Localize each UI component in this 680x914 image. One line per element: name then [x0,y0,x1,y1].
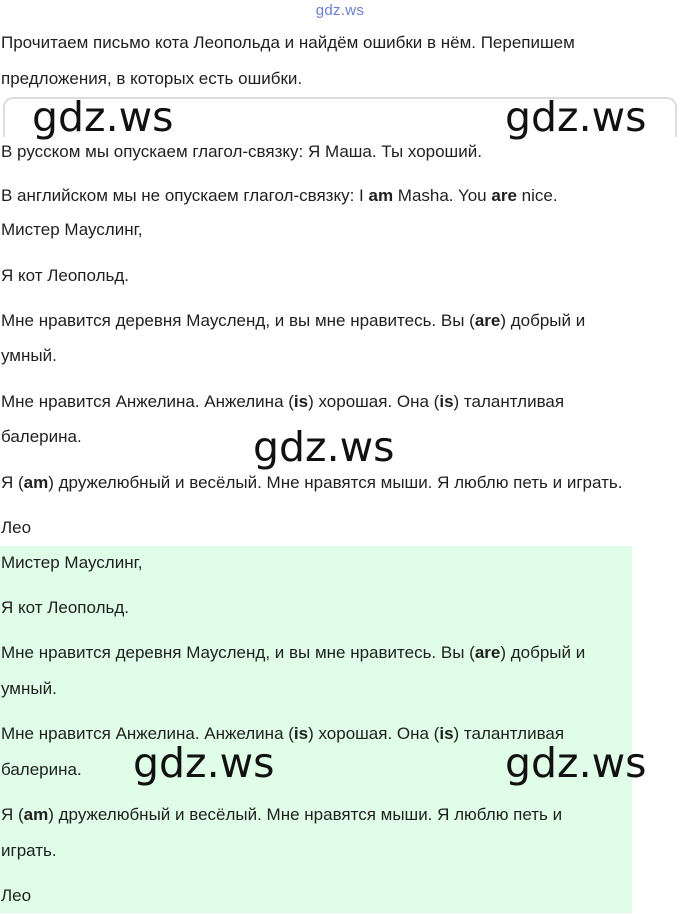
intro-line-2: предложения, в которых есть ошибки. [1,69,303,88]
watermark: gdz.ws [505,93,647,141]
site-header[interactable]: gdz.ws [315,2,365,19]
rule-russian: В русском мы опускаем глагол-связку: Я Маша. Ты хороший. [1,142,482,161]
answer-village-cont: умный. [1,679,57,698]
answer-village: Мне нравится деревня Маусленд, и вы мне нравитесь. Вы (are) добрый и [1,643,586,662]
answer-self-cont: играть. [1,841,57,860]
rule-english: В английском мы не опускаем глагол-связку: I am Masha. You are nice. [1,186,558,205]
watermark: gdz.ws [133,739,275,787]
answer-intro: Я кот Леопольд. [1,598,129,617]
watermark: gdz.ws [505,739,647,787]
letter-angelina: Мне нравится Анжелина. Анжелина (is) хорошая. Она (is) талантливая [1,392,565,411]
answer-greeting: Мистер Мауслинг, [1,553,143,572]
answer-angelina: Мне нравится Анжелина. Анжелина (is) хорошая. Она (is) талантливая [1,724,565,743]
letter-self: Я (am) дружелюбный и весёлый. Мне нравятся мыши. Я люблю петь и играть. [1,473,623,492]
letter-village-cont: умный. [1,346,57,365]
answer-angelina-cont: балерина. [1,760,82,779]
answer-signature: Лео [1,886,32,905]
letter-greeting: Мистер Мауслинг, [1,220,143,239]
answer-self: Я (am) дружелюбный и весёлый. Мне нравятся мыши. Я люблю петь и [1,805,563,824]
letter-angelina-cont: балерина. [1,427,82,446]
letter-signature: Лео [1,518,32,537]
intro-line-1: Прочитаем письмо кота Леопольда и найдём ошибки в нём. Перепишем [1,33,575,52]
watermark: gdz.ws [32,93,174,141]
letter-village: Мне нравится деревня Маусленд, и вы мне нравитесь. Вы (are) добрый и [1,311,586,330]
watermark: gdz.ws [253,423,395,471]
letter-intro: Я кот Леопольд. [1,266,129,285]
